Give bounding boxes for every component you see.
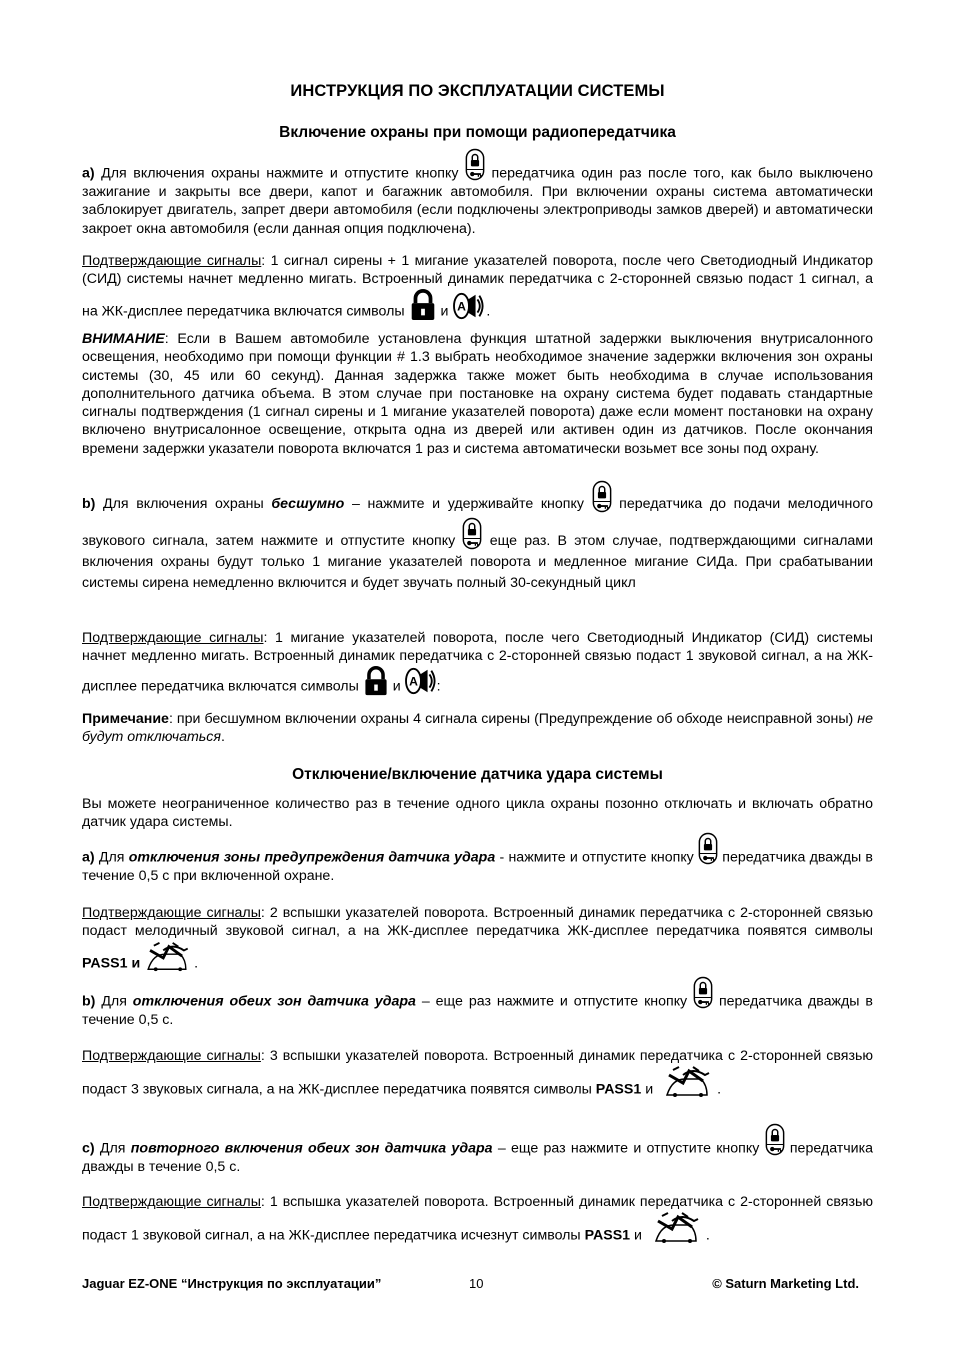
section-heading-arming: Включение охраны при помощи радиопередатчика [279, 124, 676, 141]
note-label: Примечание [82, 711, 169, 727]
footer-title: Jaguar EZ-ONE “Инструкция по эксплуатации” [82, 1276, 382, 1291]
page-number: 10 [469, 1276, 484, 1291]
paragraph-shock-c-confirm: Подтверждающие сигналы: 1 вспышка указателей поворота. Встроенный динамик передатчика с 2-сторонней связью подаст 1 звуковой сигнал, а на ЖК-дисплее передатчика исчезнут символы PASS1 и . [82, 1194, 873, 1244]
paragraph-b-confirm: Подтверждающие сигналы: 1 мигание указателей поворота, после чего Светодиодный Индикатор (СИД) системы начнет медленно мигать. Встроенный динамик передатчика с 2-сторонней связью подаст 1 звуковой сигнал, а на ЖК-дисплее передатчика включатся символы и : [82, 630, 873, 695]
padlock-icon [409, 289, 437, 321]
shock-sensor-icon [144, 941, 190, 973]
paragraph-shock-a: a) Для отключения зоны предупреждения датчика удара - нажмите и отпустите кнопку передатчика дважды в течение 0,5 с при включенной охране. [82, 830, 873, 885]
paragraph-shock-a-confirm: Подтверждающие сигналы: 2 вспышки указателей поворота. Встроенный динамик передатчика с 2-сторонней связью подаст мелодичный звуковой сигнал, а на ЖК-дисплее передатчика ЖК-дисплее передатчика появятся символы PASS1 и . [82, 905, 873, 972]
confirm-label: Подтверждающие сигналы [82, 253, 262, 269]
section-heading-shock-sensor: Отключение/включение датчика удара системы [292, 766, 663, 783]
lock-button-icon [462, 515, 482, 552]
paragraph-shock-b: b) Для отключения обеих зон датчика удара – еще раз нажмите и отпустите кнопку передатчика дважды в течение 0,5 с. [82, 974, 873, 1029]
warning-label: ВНИМАНИЕ [82, 331, 165, 347]
lock-button-icon [465, 146, 485, 183]
speaker-a-icon [452, 291, 486, 321]
paragraph-shock-b-confirm: Подтверждающие сигналы: 3 вспышки указателей поворота. Встроенный динамик передатчика с 2-сторонней связью подаст 3 звуковых сигнала, а на ЖК-дисплее передатчика появятся символы PASS1 и . [82, 1048, 873, 1098]
paragraph-a-confirm: Подтверждающие сигналы: 1 сигнал сирены + 1 мигание указателей поворота, после чего Светодиодный Индикатор (СИД) системы начнет медленно мигать. Встроенный динамик передатчика с 2-сторонней связью подаст 1 сигнал, а на ЖК-дисплее передатчика включатся символы и . [82, 253, 873, 320]
speaker-a-icon [405, 666, 437, 696]
shock-sensor-icon [657, 1065, 717, 1099]
paragraph-note: Примечание: при бесшумном включении охраны 4 сигнала сирены (Предупреждение об обходе неисправной зоны) не будут отключаться. [82, 711, 873, 746]
paragraph-shock-c: c) Для повторного включения обеих зон датчика удара – еще раз нажмите и отпустите кнопку передатчика дважды в течение 0,5 с. [82, 1121, 873, 1176]
lock-button-icon [592, 478, 612, 515]
lock-button-icon [693, 974, 713, 1011]
page-title: ИНСТРУКЦИЯ ПО ЭКСПЛУАТАЦИИ СИСТЕМЫ [290, 82, 665, 100]
item-label: a) [82, 165, 95, 182]
paragraph-intro: Вы можете неограниченное количество раз в течение одного цикла охраны позонно отключать и включать обратно датчик удара системы. [82, 796, 873, 831]
paragraph-warning: ВНИМАНИЕ: Если в Вашем автомобиле установлена функция штатной задержки выключения внутрисалонного освещения, необходимо при помощи функции # 1.3 выбрать необходимое значение задержки включения зон охраны системы (30, 45 или 60 секунд). Данная задержка также может быть необходима в случае использования дополнительного датчика объема. В этом случае при постановке на охрану система будет подавать стандартные сигналы подтверждения (1 сигнал сирены и 1 мигание указателей поворота) даже если момент постановки на охрану включено внутрисалонное освещение, открыта одна из дверей или активен один из датчиков. После окончания времени задержки указатели поворота включатся 1 раз и система автоматически возьмет все зоны под охрану. [82, 331, 873, 457]
lock-button-icon [765, 1121, 785, 1158]
shock-sensor-icon [646, 1211, 706, 1245]
lock-button-icon [698, 830, 718, 867]
paragraph-a-arming: a) Для включения охраны нажмите и отпустите кнопку передатчика один раз после того, как было выключено зажигание и закрыты все двери, капот и багажник автомобиля. При включении охраны система автоматически заблокирует двигатель, запрет двери автомобиля (если подключены электроприводы замков дверей) и автоматически закроет окна автомобиля (если данная опция подключена). [82, 146, 873, 238]
footer-copyright: © Saturn Marketing Ltd. [712, 1276, 859, 1291]
padlock-icon [363, 666, 389, 696]
paragraph-b-silent: b) Для включения охраны бесшумно – нажмите и удерживайте кнопку передатчика до подачи мелодичного звукового сигнала, затем нажмите и отпустите кнопку еще раз. В этом случае, подтверждающими сигналами включения охраны будут только 1 мигание указателей поворота и медленное мигание СИДа. При срабатывании системы сирена немедленно включится и будет звучать полный 30-секундный цикл [82, 478, 873, 594]
